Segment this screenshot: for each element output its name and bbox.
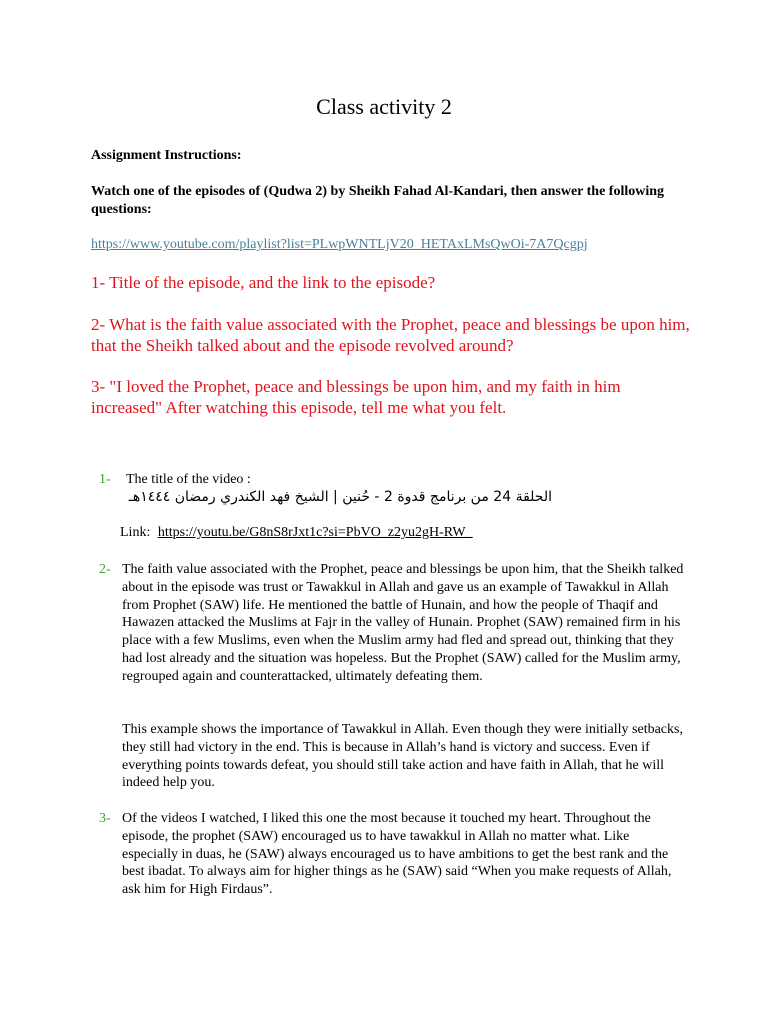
page-title: Class activity 2 xyxy=(316,94,452,119)
answer-2-number: 2- xyxy=(99,562,111,577)
question-1: 1- Title of the episode, and the link to the episode? xyxy=(91,273,436,292)
instructions-heading: Assignment Instructions: xyxy=(91,148,242,163)
question-3: 3- "I loved the Prophet, peace and blessings be upon him, and my faith in him increased" After watching this episode, tell me what you felt. xyxy=(91,377,621,417)
answer-1-link-row xyxy=(120,524,473,542)
answer-3-text: Of the videos I watched, I liked this one the most because it touched my heart. Throughout the episode, the prophet (SAW) encouraged us to have tawakkul in Allah no matter what. Like especially in duas, he (SAW) always encouraged us to have ambitions to get the best rank and the best ibadat. To always aim for higher things as he (SAW) said “When you make requests of Allah, ask him for High Firdaus”. xyxy=(122,811,672,898)
answer-3-number: 3- xyxy=(99,811,111,826)
answer-1-text: The title of the video : xyxy=(126,472,251,487)
question-2: 2- What is the faith value associated with the Prophet, peace and blessings be upon him, that the Sheikh talked about and the episode revolved around? xyxy=(91,315,690,355)
answer-2-text-continued: This example shows the importance of Tawakkul in Allah. Even though they were initially setbacks, they still had victory in the end. This is because in Allah’s hand is victory and success. Even if everything points towards defeat, you should still take action and have faith in Allah, that he will indeed help you. xyxy=(122,722,683,791)
answer-2-text: The faith value associated with the Prophet, peace and blessings be upon him, that the Sheikh talked about in the episode was trust or Tawakkul in Allah and gave us an example of Tawakkul in Allah from Prophet (SAW) life. He mentioned the battle of Hunain, and how the people of Thaqif and Hawazen attacked the Muslims at Fajr in the valley of Hunain. Prophet (SAW) remained firm in his place with a few Muslims, even when the Muslim army had fled and spread out, thinking that they had lost already and the situation was hopeless. But the Prophet (SAW) called for the Muslim army, regrouped again and counterattacked, ultimately defeating them. xyxy=(122,562,684,684)
answer-1-arabic-title: الحلقة 24 من برنامج قدوة 2 - حُنين | الشيخ فهد الكندري رمضان ١٤٤٤هـ xyxy=(128,489,552,505)
answer-1-link-label: Link: xyxy=(120,525,151,540)
instructions-body: Watch one of the episodes of (Qudwa 2) by Sheikh Fahad Al-Kandari, then answer the following questions: xyxy=(91,184,665,217)
playlist-link[interactable]: https://www.youtube.com/playlist?list=PLwpWNTLjV20_HETAxLMsQwOi-7A7Qcgpj xyxy=(91,237,588,252)
answer-1-number: 1- xyxy=(99,472,111,487)
answer-1-video-link[interactable]: https://youtu.be/G8nS8rJxt1c?si=PbVO_z2yu2gH-RW_ xyxy=(157,525,473,540)
